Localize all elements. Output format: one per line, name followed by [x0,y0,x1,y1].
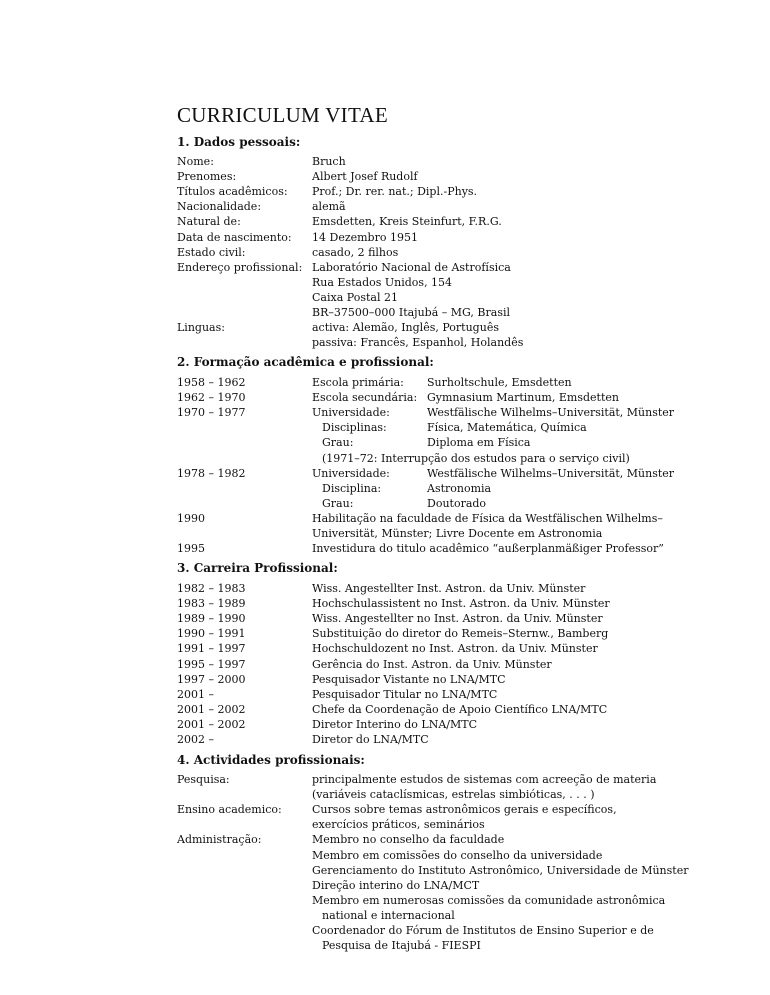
entry-label: Universität, Münster; Livre Docente em Astronomia [312,527,603,540]
activity-category: Administração: [177,833,262,847]
career-position: Wiss. Angestellter no Inst. Astron. da Univ. Münster [312,612,603,626]
entry-detail: Gymnasium Martinum, Emsdetten [427,391,619,405]
career-date: 2001 – 2002 [177,702,246,716]
field-value: Albert Josef Rudolf [312,170,418,184]
field-value: Bruch [312,155,346,168]
entry-date: 1958 – 1962 [177,376,246,389]
career-date: 2001 – 2002 [177,717,246,731]
career-position: Hochschuldozent no Inst. Astron. da Univ. Münster [312,642,598,656]
career-date: 1990 – 1991 [177,627,246,641]
entry-label: Investidura do titulo acadêmico “außerplanmäßiger Professor” [312,542,664,556]
field-value: alemã [312,200,346,214]
section-heading: 2. Formação acadêmica e profissional: [177,355,434,369]
career-date: 2002 – [177,733,214,746]
career-position: Wiss. Angestellter Inst. Astron. da Univ. Münster [312,582,586,595]
career-position: Hochschulassistent no Inst. Astron. da Univ. Münster [312,597,610,611]
document-title: CURRICULUM VITAE [177,103,388,127]
activity-item: Membro em comissões do conselho da universidade [312,848,603,862]
career-date: 2001 – [177,687,214,701]
activity-category: Ensino academico: [177,803,282,817]
field-value: Prof.; Dr. rer. nat.; Dipl.-Phys. [312,185,478,199]
entry-detail: Astronomia [427,481,492,495]
activity-item: Pesquisa de Itajubá - FIESPI [322,939,481,953]
activity-item: Membro em numerosas comissões da comunidade astronômica [312,893,666,907]
entry-label: (1971–72: Interrupção dos estudos para o serviço civil) [322,451,630,465]
field-label: Prenomes: [177,170,237,184]
entry-label: Habilitação na faculdade de Física da Westfälischen Wilhelms– [312,511,663,525]
field-value: passiva: Francês, Espanhol, Holandês [312,336,524,350]
activity-item: Gerenciamento do Instituto Astronômico, Universidade de Münster [312,863,689,877]
entry-detail: Doutorado [427,496,487,510]
career-position: Gerência do Inst. Astron. da Univ. Münster [312,657,552,671]
career-position: Substituição do diretor do Remeis–Sternw., Bamberg [312,627,609,641]
activity-item: principalmente estudos de sistemas com acreeção de materia [312,773,657,786]
entry-label: Disciplinas: [322,421,387,435]
career-position: Pesquisador Titular no LNA/MTC [312,687,498,701]
section-heading: 1. Dados pessoais: [177,135,301,149]
career-date: 1995 – 1997 [177,657,246,671]
entry-date: 1990 [177,511,205,525]
entry-detail: Física, Matemática, Química [427,421,587,435]
career-date: 1991 – 1997 [177,642,246,656]
field-label: Nome: [177,155,214,168]
entry-label: Escola secundária: [312,391,418,405]
field-value: Rua Estados Unidos, 154 [312,275,453,289]
field-label: Endereço profissional: [177,260,303,274]
entry-label: Universidade: [312,466,390,480]
entry-label: Disciplina: [322,481,382,495]
entry-label: Escola primária: [312,376,404,389]
activity-item: national e internacional [322,908,455,922]
entry-label: Universidade: [312,406,390,420]
field-value: Laboratório Nacional de Astrofísica [312,260,511,274]
entry-date: 1962 – 1970 [177,391,246,405]
career-position: Pesquisador Vistante no LNA/MTC [312,672,506,686]
field-label: Estado civil: [177,245,246,259]
field-label: Títulos acadêmicos: [177,185,288,199]
field-label: Natural de: [177,215,241,229]
field-value: Caixa Postal 21 [312,290,398,304]
career-position: Diretor do LNA/MTC [312,733,429,746]
entry-date: 1970 – 1977 [177,406,246,420]
field-value: Emsdetten, Kreis Steinfurt, F.R.G. [312,215,502,229]
field-value: BR–37500–000 Itajubá – MG, Brasil [312,306,510,319]
section-heading: 4. Actividades profissionais: [177,753,365,767]
entry-detail: Westfälische Wilhelms–Universität, Münster [427,406,675,420]
activity-item: Direção interino do LNA/MCT [312,878,480,892]
field-label: Data de nascimento: [177,230,292,244]
field-value: activa: Alemão, Inglês, Português [312,321,499,335]
field-label: Linguas: [177,321,225,335]
entry-detail: Diploma em Física [427,436,531,450]
field-value: casado, 2 filhos [312,245,399,259]
activity-item: Cursos sobre temas astronômicos gerais e específicos, [312,803,617,817]
activity-item: (variáveis cataclísmicas, estrelas simbióticas, . . . ) [312,788,595,802]
section-heading: 3. Carreira Profissional: [177,561,338,575]
entry-detail: Surholtschule, Emsdetten [427,376,572,389]
entry-date: 1978 – 1982 [177,466,246,480]
career-date: 1982 – 1983 [177,582,246,595]
career-position: Diretor Interino do LNA/MTC [312,717,477,731]
entry-detail: Westfälische Wilhelms–Universität, Münster [427,466,675,480]
activity-item: Membro no conselho da faculdade [312,833,505,847]
activity-item: exercícios práticos, seminários [312,818,485,832]
entry-label: Grau: [322,496,354,510]
career-date: 1989 – 1990 [177,612,246,626]
activity-item: Coordenador do Fórum de Institutos de Ensino Superior e de [312,924,654,937]
career-date: 1997 – 2000 [177,672,246,686]
entry-label: Grau: [322,436,354,450]
field-value: 14 Dezembro 1951 [312,230,418,244]
field-label: Nacionalidade: [177,200,262,214]
activity-category: Pesquisa: [177,773,230,786]
entry-date: 1995 [177,542,205,556]
career-date: 1983 – 1989 [177,597,246,611]
career-position: Chefe da Coordenação de Apoio Científico LNA/MTC [312,702,608,716]
